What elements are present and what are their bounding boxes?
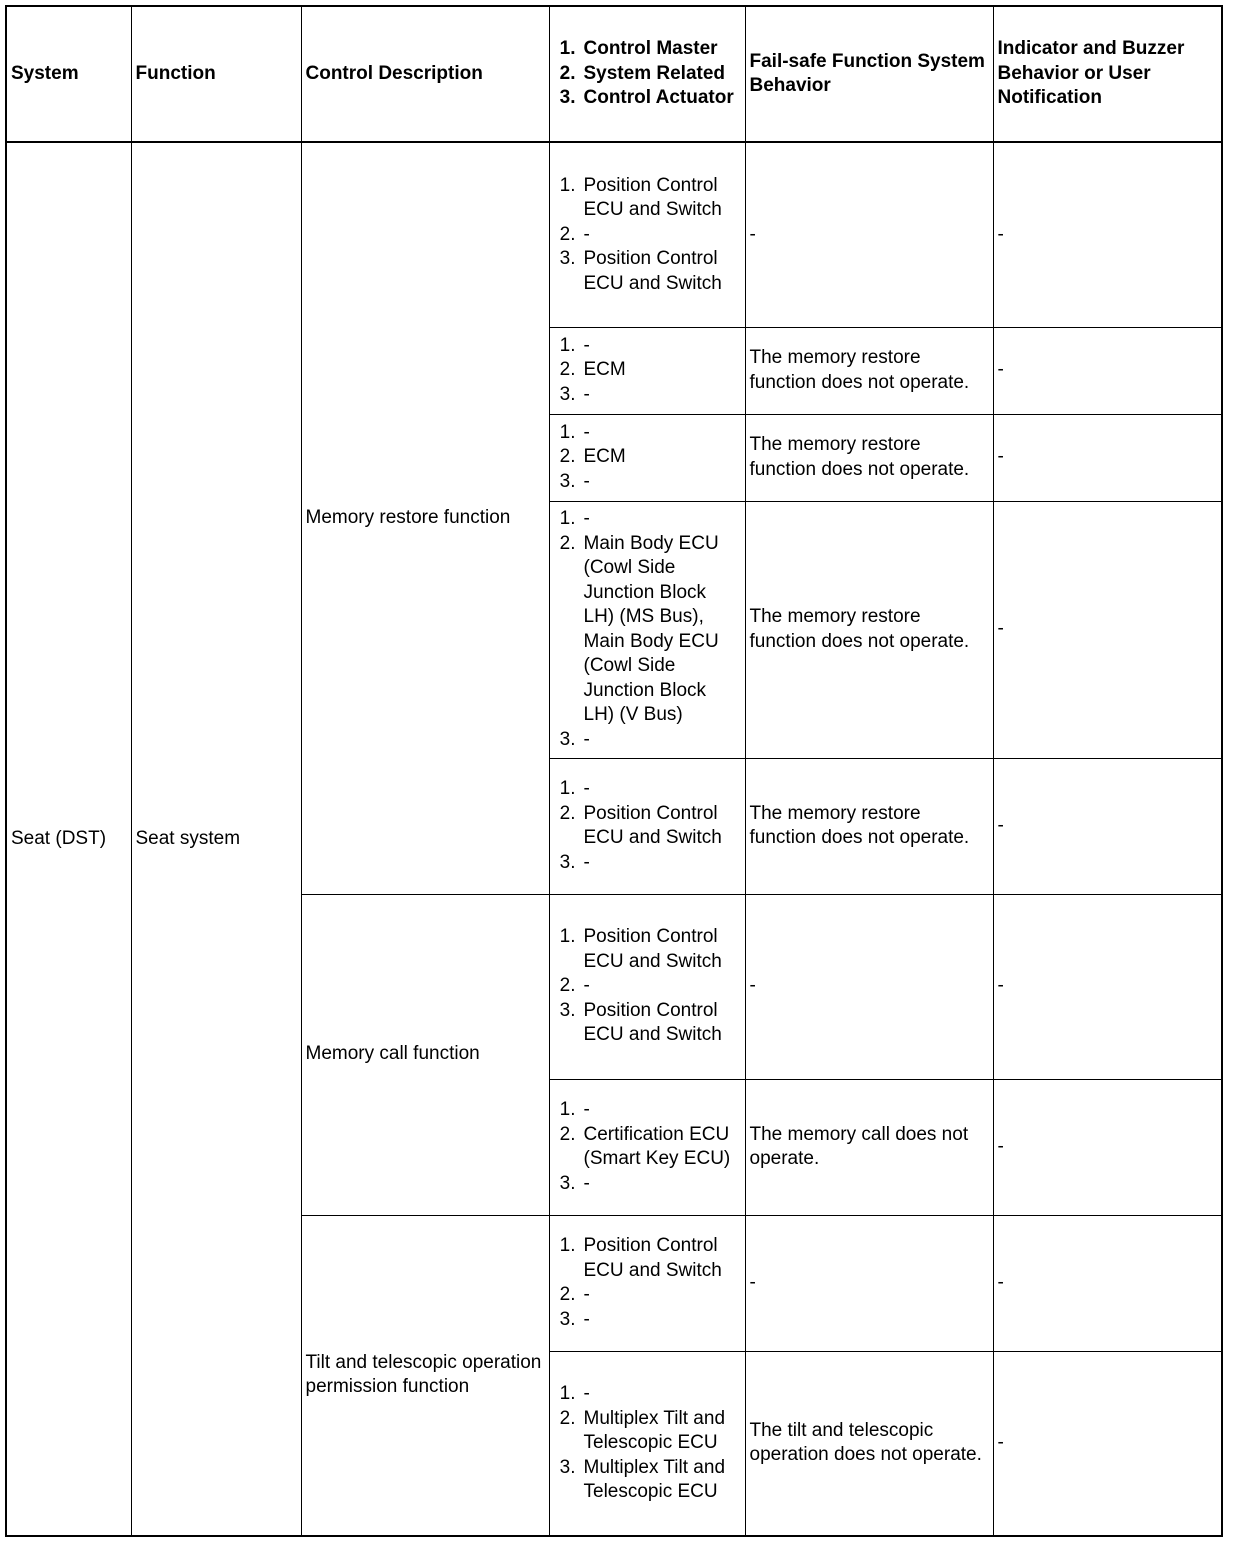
indicator-cell: -	[993, 758, 1222, 894]
description-cell: Memory call function	[301, 894, 549, 1215]
list-item: 1. Position Control ECU and Switch	[559, 174, 722, 220]
list-item: 1. -	[559, 421, 590, 443]
list-item: 2. -	[559, 975, 590, 997]
list-item: 3. -	[559, 1308, 590, 1330]
failsafe-cell: -	[745, 894, 993, 1079]
failsafe-cell: The memory restore function does not operate.	[745, 758, 993, 894]
description-cell: Memory restore function	[301, 142, 549, 894]
control-cell	[549, 894, 745, 1079]
list-item: 3. Control Actuator	[559, 87, 734, 109]
header-control	[549, 6, 745, 142]
failsafe-cell: The memory restore function does not operate.	[745, 501, 993, 758]
function-cell: Seat system	[131, 142, 301, 1536]
header-control-description: Control Description	[301, 6, 549, 142]
list-item: 3. -	[559, 383, 590, 405]
header-indicator: Indicator and Buzzer Behavior or User Notification	[993, 6, 1222, 142]
list-item: 1. Position Control ECU and Switch	[559, 1235, 722, 1281]
control-cell	[549, 414, 745, 501]
list-item: 2. ECM	[559, 359, 626, 381]
description-cell: Tilt and telescopic operation permission function	[301, 1215, 549, 1536]
control-cell	[549, 501, 745, 758]
list-item: 3. -	[559, 1172, 590, 1194]
indicator-cell: -	[993, 1079, 1222, 1215]
list-item: 2. -	[559, 223, 590, 245]
header-system: System	[6, 6, 131, 142]
list-item: 1. -	[559, 334, 590, 356]
indicator-cell: -	[993, 327, 1222, 414]
list-item: 2. ECM	[559, 446, 626, 468]
failsafe-cell: -	[745, 1215, 993, 1351]
list-item: 3. -	[559, 728, 590, 750]
header-failsafe: Fail-safe Function System Behavior	[745, 6, 993, 142]
fail-safe-table	[5, 5, 1223, 1537]
list-item: 1. -	[559, 778, 590, 799]
list-item: 1. -	[559, 508, 590, 529]
indicator-cell: -	[993, 501, 1222, 758]
table-row	[6, 142, 1222, 327]
header-row	[6, 6, 1222, 142]
list-item: 1. -	[559, 1099, 590, 1120]
list-item: 3. Position Control ECU and Switch	[559, 999, 722, 1046]
list-item: 3. -	[559, 851, 590, 873]
indicator-cell: -	[993, 894, 1222, 1079]
control-cell	[549, 1215, 745, 1351]
list-item: 2. Certification ECU (Smart Key ECU)	[559, 1123, 731, 1169]
list-item: 2. Main Body ECU (Cowl Side Junction Block LH) (MS Bus), Main Body ECU (Cowl Side Junction Block LH) (V Bus)	[559, 532, 719, 725]
list-item: 2. -	[559, 1284, 590, 1305]
control-cell	[549, 1079, 745, 1215]
indicator-cell: -	[993, 1351, 1222, 1536]
list-item: 3. Multiplex Tilt and Telescopic ECU	[559, 1456, 726, 1502]
failsafe-cell: The memory restore function does not operate.	[745, 327, 993, 414]
header-control-list	[554, 37, 741, 111]
failsafe-cell: The memory call does not operate.	[745, 1079, 993, 1215]
control-cell	[549, 142, 745, 327]
failsafe-cell: -	[745, 142, 993, 327]
system-cell: Seat (DST)	[6, 142, 131, 1536]
failsafe-cell: The memory restore function does not operate.	[745, 414, 993, 501]
list-item: 2. Position Control ECU and Switch	[559, 802, 722, 848]
list-item: 3. -	[559, 470, 590, 492]
indicator-cell: -	[993, 142, 1222, 327]
control-cell	[549, 327, 745, 414]
header-function: Function	[131, 6, 301, 142]
list-item: 1. Control Master	[559, 38, 718, 60]
list-item: 2. System Related	[559, 62, 726, 84]
list-item: 3. Position Control ECU and Switch	[559, 248, 722, 294]
failsafe-cell: The tilt and telescopic operation does not operate.	[745, 1351, 993, 1536]
list-item: 1. Position Control ECU and Switch	[559, 926, 722, 972]
list-item: 2. Multiplex Tilt and Telescopic ECU	[559, 1407, 726, 1453]
indicator-cell: -	[993, 1215, 1222, 1351]
list-item: 1. -	[559, 1383, 590, 1404]
control-cell	[549, 1351, 745, 1536]
indicator-cell: -	[993, 414, 1222, 501]
control-cell	[549, 758, 745, 894]
